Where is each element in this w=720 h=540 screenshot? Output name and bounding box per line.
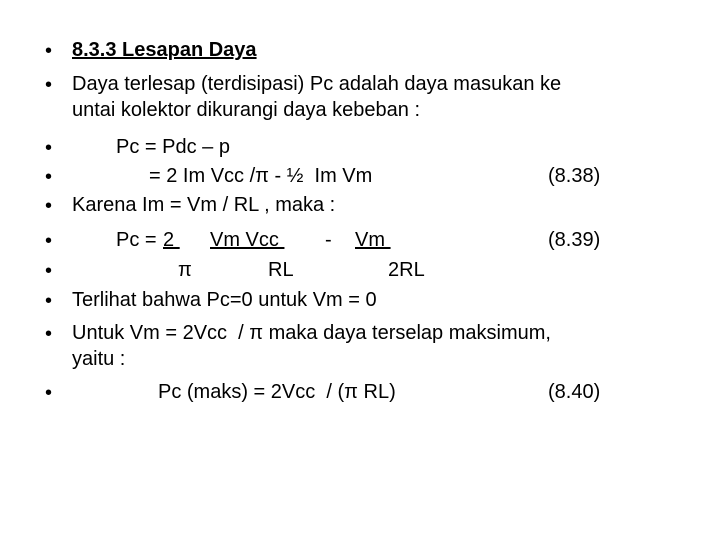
equation-number: (8.39) (548, 229, 601, 251)
bullet: • (45, 382, 53, 404)
equation-line: Pc (maks) = 2Vcc / (π RL) (158, 381, 396, 403)
bullet: • (45, 230, 53, 252)
text-line: untai kolektor dikurangi daya kebeban : (72, 99, 421, 121)
fraction-denominator: 2RL (388, 259, 425, 281)
text-line: Karena Im = Vm / RL , maka : (72, 194, 336, 216)
bullet: • (45, 195, 53, 217)
equation-number: (8.38) (548, 165, 601, 187)
equation-number: (8.40) (548, 381, 601, 403)
bullet: • (45, 74, 53, 96)
bullet: • (45, 137, 53, 159)
fraction-numerator: Vm (355, 229, 391, 251)
equation-line: = 2 Im Vcc /π - ½ Im Vm (149, 165, 373, 187)
fraction-numerator: Vm Vcc (210, 229, 285, 251)
bullet: • (45, 166, 53, 188)
minus-sign: - (325, 229, 332, 251)
bullet: • (45, 290, 53, 312)
fraction-denominator: RL (268, 259, 294, 281)
fraction-numerator: 2 (163, 229, 180, 251)
equation-label: Pc = (116, 229, 163, 251)
text-line: yaitu : (72, 348, 126, 370)
bullet: • (45, 323, 53, 345)
equation-line: Pc = Pdc – p (116, 136, 230, 158)
bullet: • (45, 40, 53, 62)
slide-title: 8.3.3 Lesapan Daya (72, 39, 257, 61)
text-line: Untuk Vm = 2Vcc / π maka daya terselap maksimum, (72, 322, 551, 344)
text-line: Terlihat bahwa Pc=0 untuk Vm = 0 (72, 289, 377, 311)
fraction-denominator: π (178, 259, 192, 281)
bullet: • (45, 260, 53, 282)
text-line: Daya terlesap (terdisipasi) Pc adalah daya masukan ke (72, 73, 562, 95)
